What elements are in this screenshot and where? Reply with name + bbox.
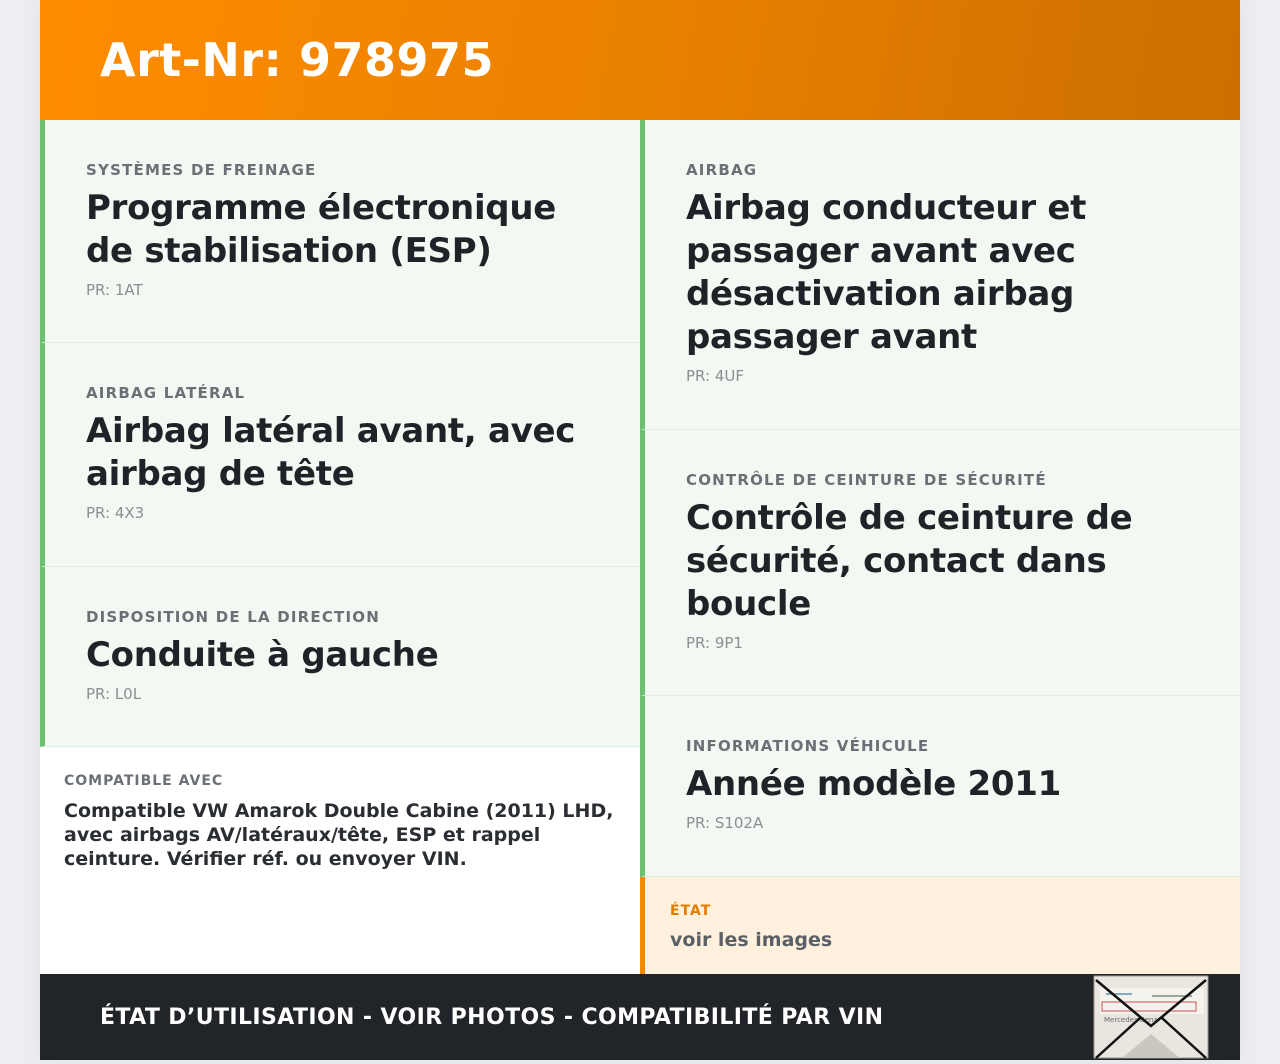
- card-title: Année modèle 2011: [686, 764, 1061, 804]
- card-pr-code: PR: 9P1: [686, 634, 743, 652]
- feature-card-esp: [40, 120, 640, 343]
- feature-card-vehicle-info: [640, 696, 1240, 877]
- envelope-stamp-icon: [1092, 974, 1210, 1060]
- card-pr-code: PR: 4UF: [686, 367, 744, 385]
- stamp-text: Mercedes-Benz: [1104, 1016, 1158, 1024]
- card-category: DISPOSITION DE LA DIRECTION: [86, 608, 380, 626]
- right-column: [640, 120, 1240, 974]
- card-title: Airbag conducteur et passager avant avec désactivation airbag passager avant: [686, 188, 1087, 357]
- card-category: SYSTÈMES DE FREINAGE: [86, 161, 317, 179]
- compatibility-text: Compatible VW Amarok Double Cabine (2011) LHD, avec airbags AV/latéraux/tête, ESP et rappel ceinture. Vérifier réf. ou envoyer VIN.: [64, 800, 614, 870]
- card-category: INFORMATIONS VÉHICULE: [686, 737, 930, 755]
- card-title: Programme électronique de stabilisation (ESP): [86, 188, 557, 271]
- feature-card-seatbelt: [640, 430, 1240, 696]
- left-column: [40, 120, 640, 974]
- feature-card-steering: [40, 567, 640, 747]
- feature-card-side-airbag: [40, 343, 640, 567]
- condition-text: voir les images: [670, 929, 833, 951]
- article-number-title: Art-Nr: 978975: [100, 33, 495, 87]
- card-category: AIRBAG LATÉRAL: [86, 384, 246, 402]
- compatibility-section: [40, 747, 640, 974]
- card-pr-code: PR: 4X3: [86, 504, 145, 522]
- feature-card-airbag: [640, 120, 1240, 430]
- card-pr-code: PR: L0L: [86, 685, 142, 703]
- card-title: Contrôle de ceinture de sécurité, contact dans boucle: [686, 498, 1133, 624]
- product-sheet: [40, 0, 1240, 1060]
- condition-section: [640, 877, 1240, 974]
- footer-bar: [40, 974, 1240, 1060]
- condition-label: ÉTAT: [670, 903, 712, 919]
- header-bar: [40, 0, 1240, 120]
- card-category: CONTRÔLE DE CEINTURE DE SÉCURITÉ: [686, 471, 1047, 489]
- card-pr-code: PR: S102A: [686, 814, 764, 832]
- card-category: AIRBAG: [686, 161, 758, 179]
- card-title: Conduite à gauche: [86, 635, 439, 675]
- footer-note: ÉTAT D’UTILISATION - VOIR PHOTOS - COMPATIBILITÉ PAR VIN: [100, 1004, 884, 1030]
- card-title: Airbag latéral avant, avec airbag de tête: [86, 411, 576, 494]
- card-pr-code: PR: 1AT: [86, 281, 143, 299]
- compatibility-label: COMPATIBLE AVEC: [64, 773, 224, 789]
